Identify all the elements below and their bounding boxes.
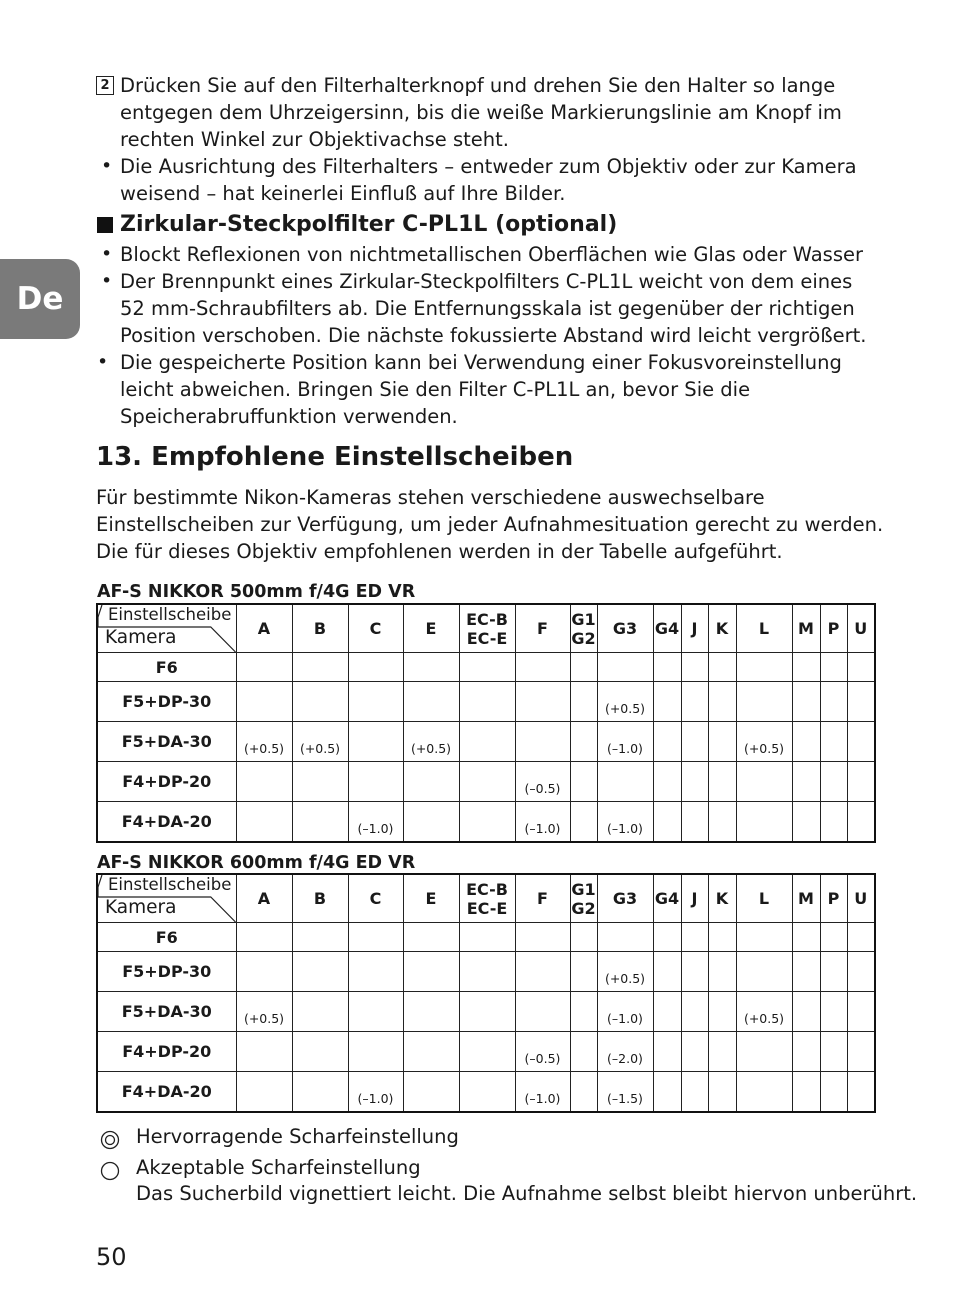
column-header: J [681, 874, 708, 923]
column-header: A [236, 604, 292, 653]
correction-value: (+0.5) [604, 971, 646, 986]
screen-cell [459, 653, 515, 682]
column-header: L [736, 874, 792, 923]
filter-bullet-2 [120, 268, 866, 349]
screen-cell [847, 923, 875, 952]
screen-cell [459, 952, 515, 992]
screen-cell [515, 653, 570, 682]
screen-cell [570, 653, 597, 682]
column-header: G1 G2 [570, 874, 597, 923]
section-heading: 13. Empfohlene Einstellscheiben [96, 442, 574, 472]
column-header: B [292, 604, 348, 653]
screen-cell [403, 722, 459, 762]
table-title-500mm: AF-S NIKKOR 500mm f/4G ED VR [97, 582, 416, 602]
column-header: K [708, 874, 736, 923]
screen-cell [708, 923, 736, 952]
screen-cell [653, 952, 681, 992]
column-header: U [847, 874, 875, 923]
step-number-box: 2 [96, 76, 114, 95]
correction-value: (+0.5) [243, 1011, 285, 1026]
screen-cell [736, 802, 792, 843]
screen-cell [681, 923, 708, 952]
screen-cell [792, 802, 820, 843]
screen-cell [736, 653, 792, 682]
correction-value: (–1.0) [524, 1091, 561, 1106]
bullet-line: 52 mm-Schraubfilters ab. Die Entfernungsskala ist gegenüber der richtigen [120, 297, 855, 320]
screen-cell [708, 682, 736, 722]
screen-cell [236, 722, 292, 762]
screen-cell [820, 802, 847, 843]
column-header: F [515, 874, 570, 923]
screen-cell [681, 682, 708, 722]
screen-cell [236, 802, 292, 843]
screen-cell [597, 762, 653, 802]
screen-cell [708, 992, 736, 1032]
corner-label-screen: Einstellscheibe [108, 875, 232, 894]
column-header: C [348, 874, 403, 923]
correction-value: (+0.5) [743, 1011, 785, 1026]
screen-cell [459, 1032, 515, 1072]
screen-cell [681, 1072, 708, 1113]
table-row [97, 762, 875, 802]
camera-cell: F4+DA-20 [97, 1072, 236, 1113]
screen-cell [820, 1072, 847, 1113]
correction-value: (–1.0) [357, 1091, 394, 1106]
camera-cell: F4+DP-20 [97, 762, 236, 802]
column-header: J [681, 604, 708, 653]
screen-cell [236, 653, 292, 682]
screen-cell [708, 1032, 736, 1072]
screen-cell [292, 762, 348, 802]
screen-cell [570, 1072, 597, 1113]
screen-cell [403, 682, 459, 722]
camera-cell: F4+DA-20 [97, 802, 236, 843]
legend-excellent: Hervorragende Scharfeinstellung [136, 1125, 459, 1148]
double-circle-icon [100, 1130, 120, 1150]
screen-cell [459, 802, 515, 843]
screen-cell [681, 952, 708, 992]
bullet-line: Die gespeicherte Position kann bei Verwendung einer Fokusvoreinstellung [120, 351, 842, 374]
screen-cell [653, 1032, 681, 1072]
column-header: EC-B EC-E [459, 604, 515, 653]
step-paragraph [120, 72, 842, 153]
filter-bullet-3 [120, 349, 842, 430]
screen-cell [736, 923, 792, 952]
screen-cell [348, 1032, 403, 1072]
screen-cell [681, 802, 708, 843]
screen-cell [681, 722, 708, 762]
screen-cell [515, 1032, 570, 1072]
screen-cell [681, 653, 708, 682]
screen-cell [348, 722, 403, 762]
screen-cell [403, 992, 459, 1032]
table-row [97, 992, 875, 1032]
screen-cell [736, 722, 792, 762]
correction-value: (–0.5) [524, 1051, 561, 1066]
correction-value: (+0.5) [743, 741, 785, 756]
screen-cell [653, 1072, 681, 1113]
screen-cell [708, 722, 736, 762]
screen-cell [792, 952, 820, 992]
screen-cell [515, 923, 570, 952]
screen-cell [708, 653, 736, 682]
table-row [97, 722, 875, 762]
screen-cell [403, 923, 459, 952]
screen-cell [820, 762, 847, 802]
language-tab: De [0, 259, 80, 339]
screen-cell [792, 722, 820, 762]
bullet-dot: • [101, 155, 113, 177]
table-row [97, 1032, 875, 1072]
column-header: C [348, 604, 403, 653]
bullet-line: Position verschoben. Die nächste fokussierte Abstand wird leicht vergrößert. [120, 324, 867, 347]
table-title-600mm: AF-S NIKKOR 600mm f/4G ED VR [97, 853, 416, 873]
screen-cell [847, 1032, 875, 1072]
camera-cell: F6 [97, 653, 236, 682]
screen-cell [847, 653, 875, 682]
screen-cell [403, 1032, 459, 1072]
screen-cell [653, 653, 681, 682]
camera-cell: F5+DP-30 [97, 952, 236, 992]
screen-cell [653, 762, 681, 802]
screen-cell [847, 1072, 875, 1113]
correction-value: (+0.5) [410, 741, 452, 756]
screen-cell [348, 653, 403, 682]
screen-cell [847, 682, 875, 722]
correction-value: (–2.0) [607, 1051, 643, 1066]
screen-cell [348, 923, 403, 952]
screen-cell [570, 923, 597, 952]
screen-cell [292, 682, 348, 722]
legend-acceptable: Akzeptable Scharfeinstellung [136, 1156, 421, 1179]
screen-cell [236, 1072, 292, 1113]
screen-cell [292, 802, 348, 843]
column-header: U [847, 604, 875, 653]
bullet-line: weisend – hat keinerlei Einfluß auf Ihre Bilder. [120, 182, 566, 205]
bullet-line: Der Brennpunkt eines Zirkular-Steckpolfilters C-PL1L weicht von dem eines [120, 270, 853, 293]
screen-cell [792, 682, 820, 722]
screen-cell [653, 992, 681, 1032]
bullet-paragraph [120, 153, 857, 207]
screen-cell [348, 992, 403, 1032]
screen-cell [348, 682, 403, 722]
intro-line: Einstellscheiben zur Verfügung, um jeder Aufnahmesituation gerecht zu werden. [96, 513, 884, 536]
screen-cell [292, 952, 348, 992]
screen-cell [515, 722, 570, 762]
circle-icon [100, 1161, 120, 1181]
camera-cell: F4+DP-20 [97, 1032, 236, 1072]
column-header: EC-B EC-E [459, 874, 515, 923]
screen-cell [681, 1032, 708, 1072]
screen-cell [736, 682, 792, 722]
screen-cell [597, 1072, 653, 1113]
screen-cell [348, 952, 403, 992]
section-intro [96, 484, 883, 565]
bullet-line: Die Ausrichtung des Filterhalters – entweder zum Objektiv oder zur Kamera [120, 155, 857, 178]
screen-cell [292, 992, 348, 1032]
screen-cell [515, 762, 570, 802]
focusing-screen-table-500mm [96, 603, 876, 843]
screen-cell [597, 923, 653, 952]
screen-cell [792, 653, 820, 682]
screen-cell [708, 802, 736, 843]
screen-cell [292, 1032, 348, 1072]
camera-cell: F5+DP-30 [97, 682, 236, 722]
column-header: G4 [653, 604, 681, 653]
screen-cell [459, 762, 515, 802]
screen-cell [570, 682, 597, 722]
screen-cell [459, 1072, 515, 1113]
correction-value: (–1.0) [607, 741, 643, 756]
screen-cell [515, 952, 570, 992]
correction-value: (+0.5) [604, 701, 646, 716]
screen-cell [736, 992, 792, 1032]
screen-cell [348, 802, 403, 843]
column-header: K [708, 604, 736, 653]
page-number: 50 [96, 1243, 127, 1271]
column-header: G3 [597, 874, 653, 923]
column-header: M [792, 874, 820, 923]
filter-bullet-1: Blockt Reflexionen von nichtmetallischen Oberflächen wie Glas oder Wasser [120, 243, 863, 266]
screen-cell [792, 1072, 820, 1113]
column-header: M [792, 604, 820, 653]
screen-cell [403, 762, 459, 802]
corner-label-screen: Einstellscheibe [108, 605, 232, 624]
screen-cell [403, 952, 459, 992]
screen-cell [597, 722, 653, 762]
screen-cell [348, 762, 403, 802]
screen-cell [292, 1072, 348, 1113]
screen-cell [736, 1072, 792, 1113]
screen-cell [236, 992, 292, 1032]
screen-cell [459, 923, 515, 952]
bullet-line: leicht abweichen. Bringen Sie den Filter C-PL1L an, bevor Sie die [120, 378, 751, 401]
bullet-line: Speicherabruffunktion verwenden. [120, 405, 458, 428]
screen-cell [515, 992, 570, 1032]
screen-cell [459, 992, 515, 1032]
camera-cell: F5+DA-30 [97, 992, 236, 1032]
screen-cell [681, 762, 708, 802]
screen-cell [570, 762, 597, 802]
screen-cell [820, 722, 847, 762]
screen-cell [403, 802, 459, 843]
table-row [97, 653, 875, 682]
screen-cell [820, 952, 847, 992]
screen-cell [515, 682, 570, 722]
screen-cell [236, 952, 292, 992]
column-header: G1 G2 [570, 604, 597, 653]
correction-value: (–1.5) [607, 1091, 643, 1106]
screen-cell [847, 992, 875, 1032]
column-header: P [820, 604, 847, 653]
screen-cell [515, 802, 570, 843]
screen-cell [570, 952, 597, 992]
bullet-dot: • [97, 351, 109, 373]
screen-cell [792, 992, 820, 1032]
screen-cell [597, 992, 653, 1032]
screen-cell [792, 762, 820, 802]
screen-cell [708, 1072, 736, 1113]
screen-cell [653, 802, 681, 843]
column-header: P [820, 874, 847, 923]
screen-cell [348, 1072, 403, 1113]
screen-cell [653, 923, 681, 952]
column-header: L [736, 604, 792, 653]
corner-label-camera: Kamera [105, 897, 177, 918]
correction-value: (+0.5) [243, 741, 285, 756]
screen-cell [736, 1032, 792, 1072]
screen-cell [847, 762, 875, 802]
screen-cell [236, 1032, 292, 1072]
column-header: E [403, 604, 459, 653]
correction-value: (–1.0) [607, 1011, 643, 1026]
table-row [97, 923, 875, 952]
screen-cell [708, 762, 736, 802]
screen-cell [597, 653, 653, 682]
screen-cell [820, 992, 847, 1032]
screen-cell [403, 1072, 459, 1113]
column-header: G4 [653, 874, 681, 923]
screen-cell [597, 1032, 653, 1072]
bullet-dot: • [101, 270, 113, 292]
screen-cell [792, 923, 820, 952]
table-row [97, 1072, 875, 1113]
screen-cell [236, 682, 292, 722]
screen-cell [459, 682, 515, 722]
screen-cell [847, 952, 875, 992]
screen-cell [681, 992, 708, 1032]
column-header: F [515, 604, 570, 653]
screen-cell [820, 682, 847, 722]
screen-cell [820, 1032, 847, 1072]
bullet-dot: • [101, 243, 113, 265]
header-corner-cell [97, 604, 236, 653]
header-corner-cell [97, 874, 236, 923]
screen-cell [847, 802, 875, 843]
screen-cell [570, 802, 597, 843]
screen-cell [292, 722, 348, 762]
table-row [97, 682, 875, 722]
screen-cell [736, 762, 792, 802]
heading-square-icon [97, 217, 113, 233]
screen-cell [820, 653, 847, 682]
correction-value: (+0.5) [299, 741, 341, 756]
camera-cell: F6 [97, 923, 236, 952]
screen-cell [236, 923, 292, 952]
legend-acceptable-note: Das Sucherbild vignettiert leicht. Die Aufnahme selbst bleibt hiervon unberührt. [136, 1182, 918, 1205]
screen-cell [653, 682, 681, 722]
screen-cell [597, 682, 653, 722]
screen-cell [292, 923, 348, 952]
screen-cell [570, 1032, 597, 1072]
correction-value: (–1.0) [524, 821, 561, 836]
screen-cell [570, 722, 597, 762]
screen-cell [403, 653, 459, 682]
filter-heading: Zirkular-Steckpolfilter C-PL1L (optional) [120, 212, 618, 237]
intro-line: Die für dieses Objektiv empfohlenen werden in der Tabelle aufgeführt. [96, 540, 783, 563]
intro-line: Für bestimmte Nikon-Kameras stehen verschiedene auswechselbare [96, 486, 765, 509]
step-line: entgegen dem Uhrzeigersinn, bis die weiße Markierungslinie am Knopf im [120, 101, 842, 124]
corner-label-camera: Kamera [105, 627, 177, 648]
screen-cell [708, 952, 736, 992]
correction-value: (–1.0) [357, 821, 394, 836]
table-row [97, 952, 875, 992]
screen-cell [820, 923, 847, 952]
screen-cell [597, 802, 653, 843]
focusing-screen-table-600mm [96, 873, 876, 1113]
screen-cell [792, 1032, 820, 1072]
column-header: B [292, 874, 348, 923]
correction-value: (–1.0) [607, 821, 643, 836]
step-line: rechten Winkel zur Objektivachse steht. [120, 128, 509, 151]
column-header: A [236, 874, 292, 923]
screen-cell [847, 722, 875, 762]
step-line: Drücken Sie auf den Filterhalterknopf und drehen Sie den Halter so lange [120, 74, 836, 97]
screen-cell [736, 952, 792, 992]
screen-cell [653, 722, 681, 762]
screen-cell [236, 762, 292, 802]
column-header: E [403, 874, 459, 923]
screen-cell [515, 1072, 570, 1113]
screen-cell [292, 653, 348, 682]
screen-cell [459, 722, 515, 762]
column-header: G3 [597, 604, 653, 653]
table-row [97, 802, 875, 843]
camera-cell: F5+DA-30 [97, 722, 236, 762]
screen-cell [597, 952, 653, 992]
screen-cell [570, 992, 597, 1032]
correction-value: (–0.5) [524, 781, 561, 796]
